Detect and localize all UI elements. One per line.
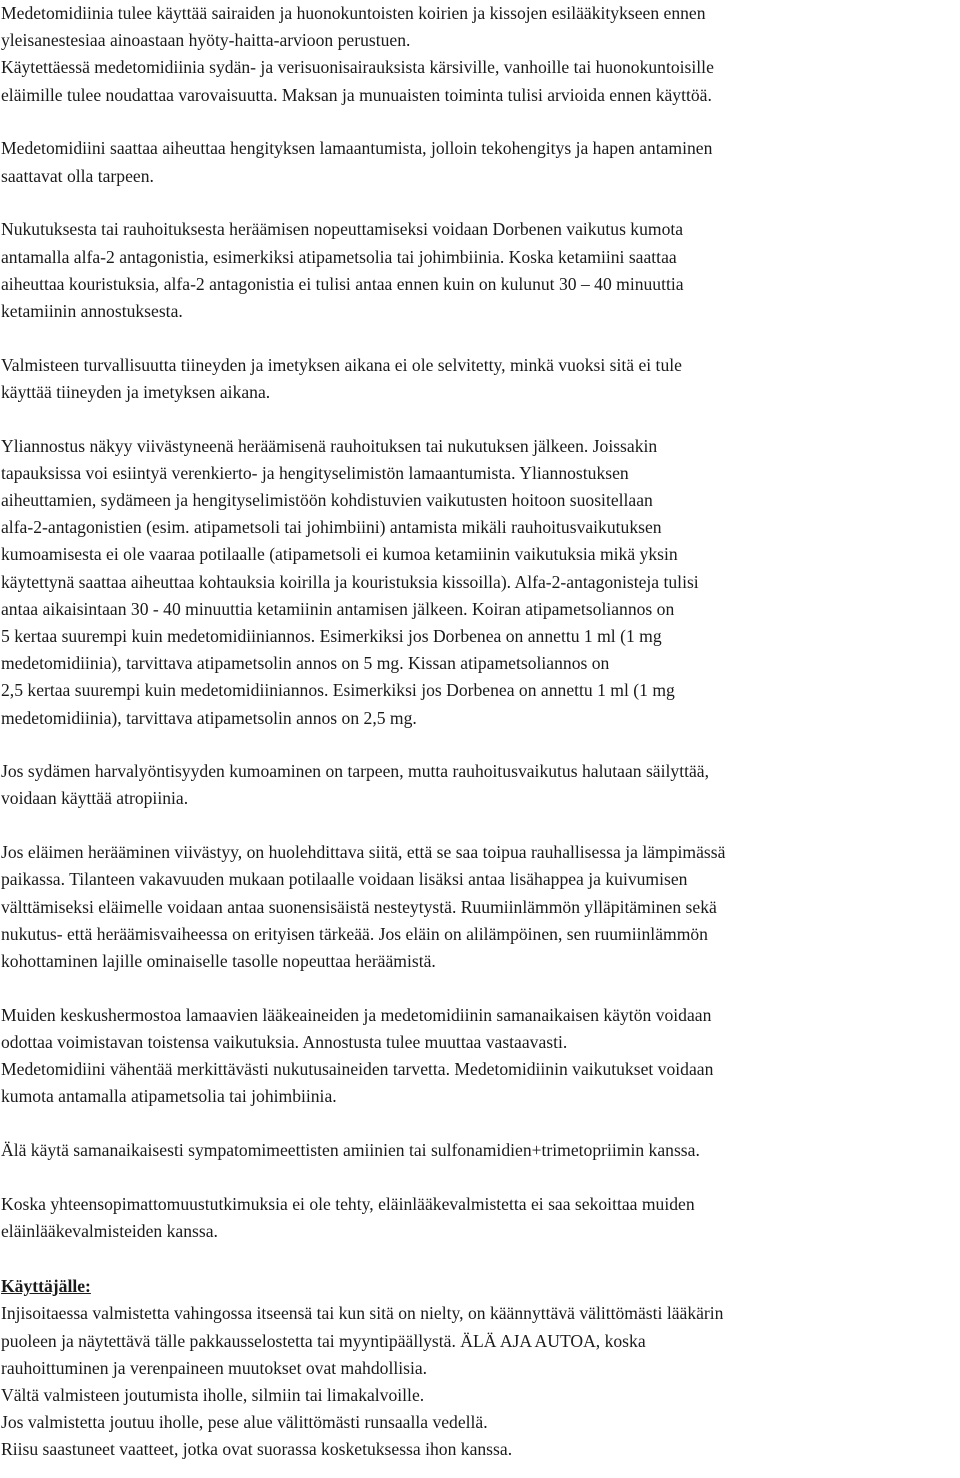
text-line: kumota antamalla atipametsolia tai johimbiinia. bbox=[1, 1086, 337, 1107]
paragraph-sympathomimetics bbox=[1, 1137, 957, 1164]
text-line: kohottaminen lajille ominaiselle tasolle nopeuttaa heräämistä. bbox=[1, 951, 436, 971]
text-line: alfa-2-antagonistien (esim. atipametsoli tai johimbiini) antamista mikäli rauhoitusvaikutuksen bbox=[1, 517, 662, 538]
text-line: nukutus- että heräämisvaiheessa on erityisen tärkeää. Jos eläin on alilämpöinen, sen ruumiinlämmön bbox=[1, 923, 708, 944]
text-line: Älä käytä samanaikaisesti sympatomimeettisten amiinien tai sulfonamidien+trimetopriimin kanssa. bbox=[1, 1140, 700, 1161]
text-line: 5 kertaa suurempi kuin medetomidiiniannos. Esimerkiksi jos Dorbenea on annettu 1 ml (1 mg bbox=[1, 625, 662, 646]
document-page bbox=[1, 0, 957, 1464]
paragraph-bradycardia bbox=[1, 758, 957, 812]
text-line: Yliannostus näkyy viivästyneenä heräämisenä rauhoituksen tai nukutuksen jälkeen. Joissakin bbox=[1, 435, 658, 456]
paragraph-recovery bbox=[1, 839, 957, 975]
text-line: Nukutuksesta tai rauhoituksesta heräämisen nopeuttamiseksi voidaan Dorbenen vaikutus kumota bbox=[1, 219, 684, 240]
text-line: Koska yhteensopimattomuustutkimuksia ei ole tehty, eläinlääkevalmistetta ei saa sekoittaa muiden bbox=[1, 1193, 695, 1214]
user-section-heading: Käyttäjälle: bbox=[1, 1276, 91, 1297]
paragraph-gap bbox=[1, 732, 957, 759]
text-line: Jos eläimen herääminen viivästyy, on huolehdittava siitä, että se saa toipua rauhallisessa ja lämpimässä bbox=[1, 842, 726, 863]
paragraph-overdose bbox=[1, 433, 957, 732]
text-line: yleisanestesiaa ainoastaan hyöty-haitta-arvioon perustuen. bbox=[1, 30, 411, 51]
paragraph-reversal bbox=[1, 216, 957, 325]
paragraph-interactions bbox=[1, 1002, 957, 1111]
text-line: saattavat olla tarpeen. bbox=[1, 165, 154, 186]
text-line: käytettynä saattaa aiheuttaa kohtauksia koirilla ja kouristuksia kissoilla). Alfa-2-antagonisteja tulisi bbox=[1, 571, 699, 592]
text-line: Jos valmistetta joutuu iholle, pese alue välittömästi runsaalla vedellä. bbox=[1, 1412, 488, 1433]
paragraph-pregnancy bbox=[1, 352, 957, 406]
text-line: eläimille tulee noudattaa varovaisuutta. Maksan ja munuaisten toiminta tulisi arvioida ennen käyttöä. bbox=[1, 84, 712, 105]
text-line: Medetomidiini vähentää merkittävästi nukutusaineiden tarvetta. Medetomidiinin vaikutukset voidaan bbox=[1, 1059, 714, 1080]
text-line: kumoamisesta ei ole vaaraa potilaalle (atipametsoli ei kumoa ketamiinin vaikutuksia mikä yksin bbox=[1, 544, 678, 565]
text-line: voidaan käyttää atropiinia. bbox=[1, 788, 189, 809]
text-line: antamalla alfa-2 antagonistia, esimerkiksi atipametsolia tai johimbiinia. Koska ketamiini saattaa bbox=[1, 246, 677, 267]
paragraph-gap bbox=[1, 190, 957, 217]
paragraph-incompatibilities bbox=[1, 1191, 957, 1245]
text-line: 2,5 kertaa suurempi kuin medetomidiiniannos. Esimerkiksi jos Dorbenea on annettu 1 ml (1 mg bbox=[1, 680, 675, 701]
paragraph-respiratory bbox=[1, 135, 957, 189]
text-line: antaa aikaisintaan 30 - 40 minuuttia ketamiinin antamisen jälkeen. Koiran atipametsoliannos on bbox=[1, 598, 675, 619]
paragraph-gap bbox=[1, 1164, 957, 1191]
text-line: Valmisteen turvallisuutta tiineyden ja imetyksen aikana ei ole selvitetty, minkä vuoksi sitä ei tule bbox=[1, 354, 682, 375]
text-line: medetomidiinia), tarvittava atipametsolin annos on 5 mg. Kissan atipametsoliannos on bbox=[1, 653, 610, 674]
paragraph-gap bbox=[1, 406, 957, 433]
text-line: tapauksissa voi esiintyä verenkierto- ja hengityselimistön lamaantumista. Yliannostuksen bbox=[1, 462, 629, 483]
text-line: Riisu saastuneet vaatteet, jotka ovat suorassa kosketuksessa ihon kanssa. bbox=[1, 1439, 513, 1460]
paragraph-gap bbox=[1, 1245, 957, 1273]
text-line: eläinlääkevalmisteiden kanssa. bbox=[1, 1221, 218, 1242]
text-line: aiheuttamien, sydämeen ja hengityselimistöön kohdistuvien vaikutusten hoitoon suositellaan bbox=[1, 490, 653, 510]
text-line: odottaa voimistavan toistensa vaikutuksia. Annostusta tulee muuttaa vastaavasti. bbox=[1, 1031, 568, 1052]
text-line: välttämiseksi eläimelle voidaan antaa suonensisäistä nesteytystä. Ruumiinlämmön ylläpitäminen sekä bbox=[1, 896, 717, 917]
text-line: Medetomidiinia tulee käyttää sairaiden ja huonokuntoisten koirien ja kissojen esilääkitykseen ennen bbox=[1, 3, 706, 23]
paragraph-gap bbox=[1, 109, 957, 136]
paragraph-precautions bbox=[1, 0, 957, 109]
text-line: Medetomidiini saattaa aiheuttaa hengityksen lamaantumista, jolloin tekohengitys ja hapen antaminen bbox=[1, 138, 713, 159]
text-line: rauhoittuminen ja verenpaineen muutokset ovat mahdollisia. bbox=[1, 1357, 428, 1378]
paragraph-gap bbox=[1, 813, 957, 840]
paragraph-gap bbox=[1, 1111, 957, 1138]
text-line: ketamiinin annostuksesta. bbox=[1, 300, 183, 321]
text-line: Vältä valmisteen joutumista iholle, silmiin tai limakalvoille. bbox=[1, 1385, 425, 1406]
text-line: aiheuttaa kouristuksia, alfa-2 antagonistia ei tulisi antaa ennen kuin on kulunut 30 – 40 minuuttia bbox=[1, 273, 684, 294]
text-line: paikassa. Tilanteen vakavuuden mukaan potilaalle voidaan lisäksi antaa lisähappea ja kuivumisen bbox=[1, 869, 688, 890]
text-line: Käytettäessä medetomidiinia sydän- ja verisuonisairauksista kärsiville, vanhoille tai huonokuntoisille bbox=[1, 57, 714, 78]
text-line: käyttää tiineyden ja imetyksen aikana. bbox=[1, 381, 271, 402]
text-line: medetomidiinia), tarvittava atipametsolin annos on 2,5 mg. bbox=[1, 707, 417, 728]
paragraph-gap bbox=[1, 325, 957, 352]
paragraph-gap bbox=[1, 975, 957, 1002]
text-line: Injisoitaessa valmistetta vahingossa itseensä tai kun sitä on nielty, on käännyttävä välittömästi lääkärin bbox=[1, 1303, 724, 1324]
text-line: Jos sydämen harvalyöntisyyden kumoaminen on tarpeen, mutta rauhoitusvaikutus halutaan säilyttää, bbox=[1, 761, 709, 782]
text-line: puoleen ja näytettävä tälle pakkausselostetta tai myyntipäällystä. ÄLÄ AJA AUTOA, koska bbox=[1, 1330, 646, 1351]
text-line: Muiden keskushermostoa lamaavien lääkeaineiden ja medetomidiinin samanaikaisen käytön voidaan bbox=[1, 1004, 712, 1025]
user-section bbox=[1, 1273, 957, 1463]
